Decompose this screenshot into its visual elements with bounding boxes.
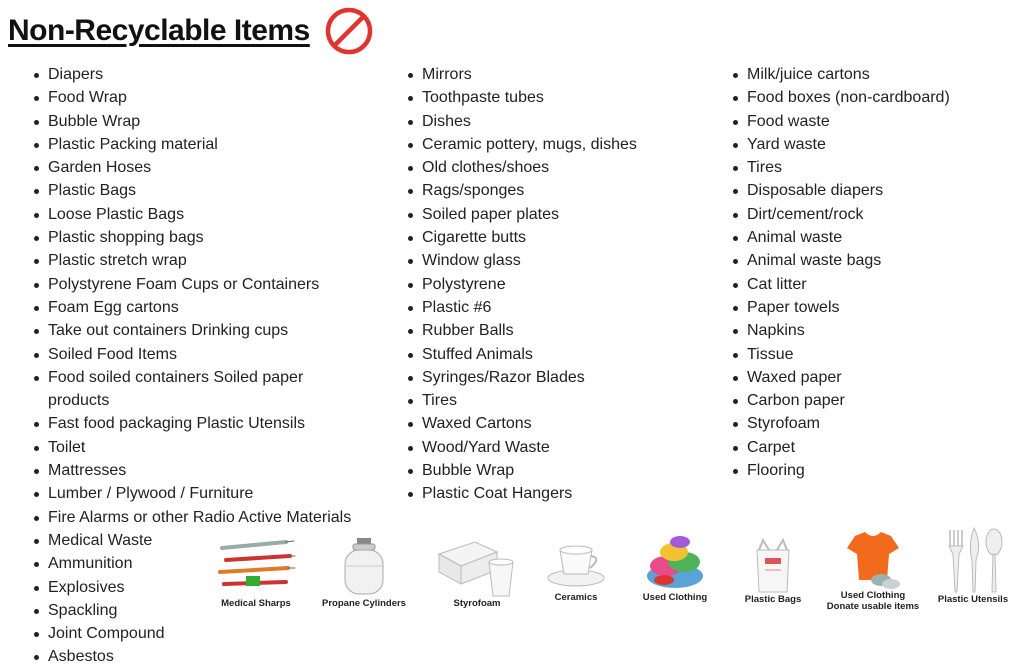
syringe-icon [216,536,296,598]
list-item: Food soiled containers Soiled paper products [30,366,360,413]
list-item: Plastic shopping bags [30,226,360,249]
used-clothing-donate-picture [826,530,920,612]
list-item: Explosives [30,576,360,599]
list-item: Flooring [729,459,1019,482]
list-item: Carpet [729,436,1019,459]
plastic-bag-icon [753,536,793,594]
ceramics-picture [544,528,608,603]
list-item: Fast food packaging Plastic Utensils [30,412,360,435]
clothing-pile-icon [644,528,706,592]
list-item: Garden Hoses [30,156,360,179]
list-item: Carbon paper [729,389,1019,412]
list-item: Plastic Bags [30,179,360,202]
tshirt-and-shoes-icon [841,530,905,590]
list-item: Asbestos [30,645,360,668]
items-column-3 [729,63,1019,482]
medical-sharps-caption: Medical Sharps [221,598,291,609]
list-item: Ammunition [30,552,360,575]
list-item: Milk/juice cartons [729,63,1019,86]
propane-tank-icon [339,536,389,598]
example-pictures [210,522,1022,622]
cup-and-saucer-icon [544,528,608,592]
list-item: Soiled Food Items [30,343,360,366]
list-item: Food boxes (non-cardboard) [729,86,1019,109]
ceramics-caption: Ceramics [554,592,598,603]
list-item: Spackling [30,599,360,622]
list-item: Mirrors [404,63,704,86]
styrofoam-container-icon [435,532,519,598]
propane-cylinders-caption: Propane Cylinders [322,598,406,609]
styrofoam-caption: Styrofoam [453,598,501,609]
list-item: Fire Alarms or other Radio Active Materials [30,506,360,529]
list-item: Medical Waste [30,529,360,552]
list-item: Loose Plastic Bags [30,203,360,226]
list-item: Cigarette butts [404,226,704,249]
used-clothing-caption: Used Clothing [642,592,708,603]
items-column-2 [404,63,704,506]
list-item: Wood/Yard Waste [404,436,704,459]
list-item: Bubble Wrap [30,110,360,133]
page-title: Non-Recyclable Items [8,14,310,47]
list-item: Napkins [729,319,1019,342]
list-item: Window glass [404,249,704,272]
list-item: Stuffed Animals [404,343,704,366]
list-item: Tires [729,156,1019,179]
list-item: Animal waste [729,226,1019,249]
list-item: Plastic #6 [404,296,704,319]
header [8,6,374,56]
list-item: Disposable diapers [729,179,1019,202]
plastic-bags-caption: Plastic Bags [744,594,802,605]
propane-cylinders-picture [314,536,414,609]
list-item: Waxed paper [729,366,1019,389]
utensils-icon [938,524,1008,594]
plastic-bags-picture [732,536,814,605]
list-item: Foam Egg cartons [30,296,360,319]
used-clothing-donate-caption: Used Clothing [840,590,906,601]
list-item: Old clothes/shoes [404,156,704,179]
list-item: Polystyrene [404,273,704,296]
list-item: Dishes [404,110,704,133]
medical-sharps-picture [214,536,298,609]
list-item: Waxed Cartons [404,412,704,435]
list-item: Bubble Wrap [404,459,704,482]
list-item: Tissue [729,343,1019,366]
list-item: Plastic Packing material [30,133,360,156]
list-item: Rags/sponges [404,179,704,202]
list-item: Syringes/Razor Blades [404,366,704,389]
plastic-utensils-picture [926,524,1020,605]
prohibited-icon [324,6,374,56]
list-item: Animal waste bags [729,249,1019,272]
list-item: Mattresses [30,459,360,482]
used-clothing-picture [634,528,716,603]
list-item: Plastic stretch wrap [30,249,360,272]
list-item: Plastic Coat Hangers [404,482,704,505]
list-item: Soiled paper plates [404,203,704,226]
list-item: Styrofoam [729,412,1019,435]
list-item: Dirt/cement/rock [729,203,1019,226]
list-item: Toothpaste tubes [404,86,704,109]
list-item: Take out containers Drinking cups [30,319,360,342]
list-item: Polystyrene Foam Cups or Containers [30,273,360,296]
list-item: Cat litter [729,273,1019,296]
list-item: Food waste [729,110,1019,133]
list-item: Food Wrap [30,86,360,109]
list-item: Ceramic pottery, mugs, dishes [404,133,704,156]
list-item: Rubber Balls [404,319,704,342]
list-item: Yard waste [729,133,1019,156]
plastic-utensils-caption: Plastic Utensils [937,594,1009,605]
list-item: Lumber / Plywood / Furniture [30,482,360,505]
list-item: Paper towels [729,296,1019,319]
list-item: Joint Compound [30,622,360,645]
styrofoam-picture [434,532,520,609]
list-item: Tires [404,389,704,412]
donate-usable-items-caption: Donate usable items [826,601,920,612]
list-item: Toilet [30,436,360,459]
list-item: Diapers [30,63,360,86]
